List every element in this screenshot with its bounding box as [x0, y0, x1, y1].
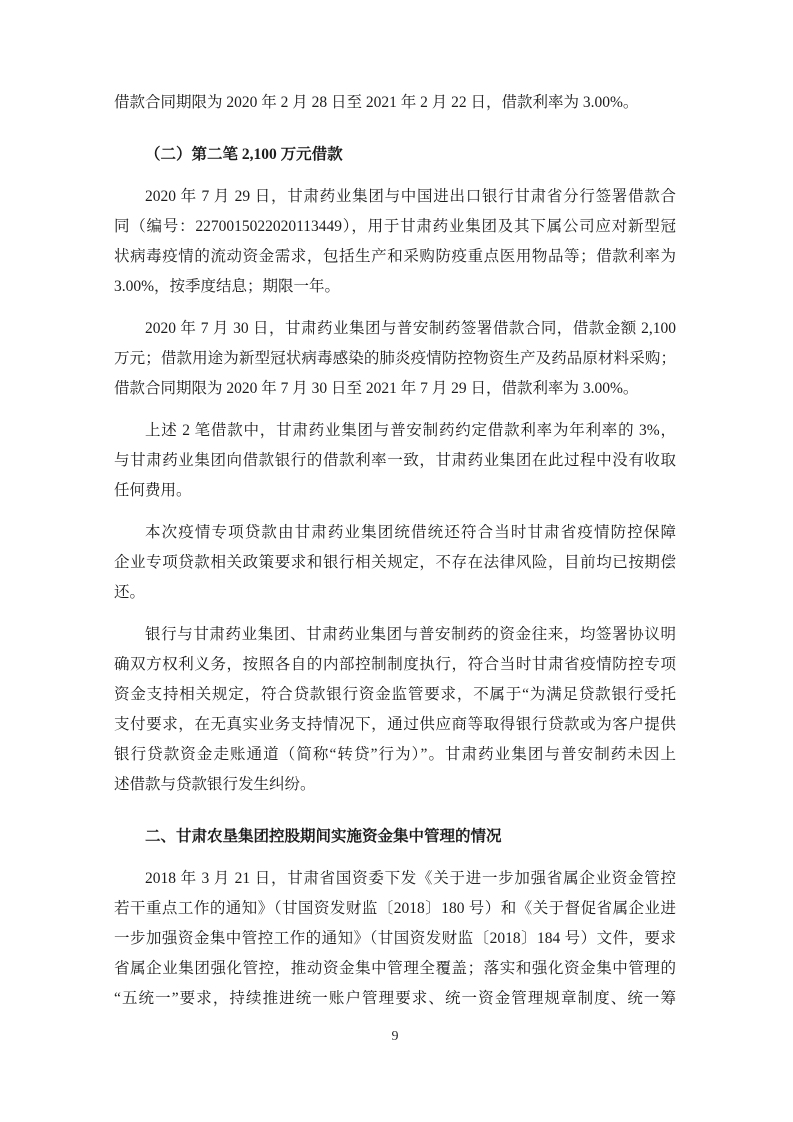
paragraph-line: 资金支持相关规定，符合贷款银行资金监管要求，不属于“为满足贷款银行受托 [114, 686, 676, 703]
paragraph-line: 省属企业集团强化管控，推动资金集中管理全覆盖；落实和强化资金集中管理的 [114, 960, 676, 977]
paragraph-line: 状病毒疫情的流动资金需求，包括生产和采购防疫重点医用物品等；借款利率为 [114, 248, 676, 265]
paragraph-line: 万元；借款用途为新型冠状病毒感染的肺炎疫情防控物资生产及药品原材料采购； [114, 350, 676, 367]
paragraph-line: 银行与甘肃药业集团、甘肃药业集团与普安制药的资金往来，均签署协议明 [145, 626, 676, 643]
paragraph-line: 任何费用。 [114, 482, 192, 499]
paragraph-line: 企业专项贷款相关政策要求和银行相关规定，不存在法律风险，目前均已按期偿 [114, 554, 676, 571]
paragraph-line: 若干重点工作的通知》（甘国资发财监〔2018〕180 号）和《关于督促省属企业进 [114, 900, 676, 917]
paragraph-line: 确双方权利义务，按照各自的内部控制制度执行，符合当时甘肃省疫情防控专项 [114, 656, 676, 673]
paragraph-line: “五统一”要求，持续推进统一账户管理要求、统一资金管理规章制度、统一筹 [114, 990, 676, 1007]
paragraph [114, 182, 676, 302]
paragraph-line: 本次疫情专项贷款由甘肃药业集团统借统还符合当时甘肃省疫情防控保障 [145, 524, 676, 541]
paragraph [114, 314, 676, 404]
paragraph-line: 支付要求，在无真实业务支持情况下，通过供应商等取得银行贷款或为客户提供 [114, 716, 676, 733]
paragraph-line: 与甘肃药业集团向借款银行的借款利率一致，甘肃药业集团在此过程中没有收取 [114, 452, 676, 469]
paragraph-line: 2020 年 7 月 29 日，甘肃药业集团与中国进出口银行甘肃省分行签署借款合 [145, 188, 676, 205]
paragraph-line: 借款合同期限为 2020 年 2 月 28 日至 2021 年 2 月 22 日，借款利率为 3.00%。 [114, 94, 639, 111]
section-heading-fund-management: 二、甘肃农垦集团控股期间实施资金集中管理的情况 [145, 828, 502, 845]
page-footer [114, 1022, 676, 1052]
paragraph [114, 518, 676, 608]
paragraph-line: 2018 年 3 月 21 日，甘肃省国资委下发《关于进一步加强省属企业资金管控 [145, 870, 676, 887]
paragraph [114, 864, 676, 1014]
paragraph-line: 银行贷款资金走账通道（简称“转贷”行为）”。甘肃药业集团与普安制药未因上 [114, 746, 676, 763]
paragraph-line: 一步加强资金集中管控工作的通知》（甘国资发财监〔2018〕184 号）文件，要求 [114, 930, 676, 947]
subsection-heading-second-loan: （二）第二笔 2,100 万元借款 [145, 146, 343, 163]
paragraph-line: 还。 [114, 584, 146, 601]
paragraph-line: 同（编号：2270015022020113449），用于甘肃药业集团及其下属公司应对新型冠 [114, 218, 676, 235]
paragraph [114, 416, 676, 506]
paragraph-line: 上述 2 笔借款中，甘肃药业集团与普安制药约定借款利率为年利率的 3%， [145, 422, 676, 439]
paragraph-line: 述借款与贷款银行发生纠纷。 [114, 776, 316, 793]
paragraph-line: 借款合同期限为 2020 年 7 月 30 日至 2021 年 7 月 29 日，借款利率为 3.00%。 [114, 380, 639, 397]
paragraph-line: 2020 年 7 月 30 日，甘肃药业集团与普安制药签署借款合同，借款金额 2,100 [145, 320, 676, 337]
paragraph [114, 620, 676, 800]
page-number: 9 [391, 1029, 399, 1044]
paragraph-continuation [114, 88, 676, 118]
paragraph-line: 3.00%，按季度结息；期限一年。 [114, 278, 341, 295]
